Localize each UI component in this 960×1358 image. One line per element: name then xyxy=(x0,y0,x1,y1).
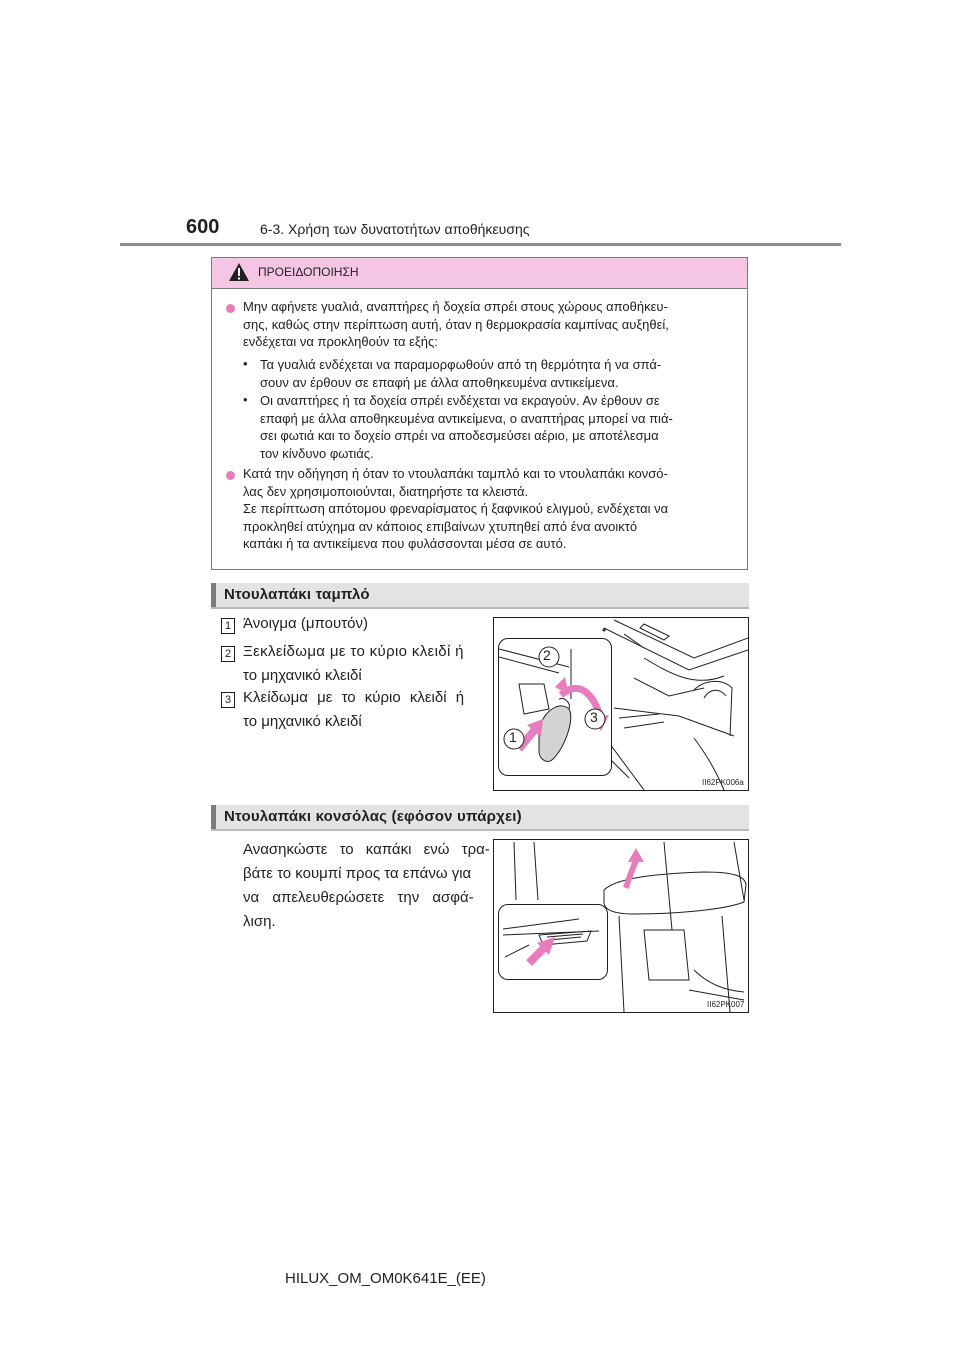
callout-3: 3 xyxy=(590,709,598,725)
text-line: Τα γυαλιά ενδέχεται να παραμορφωθούν από τη θερμότητα ή να σπά- xyxy=(260,357,662,372)
page-number: 600 xyxy=(186,216,220,238)
item-number-1: 1 xyxy=(221,618,235,634)
chapter-title: 6-3. Χρήση των δυνατοτήτων αποθήκευσης xyxy=(260,221,530,237)
warning-label: ΠΡΟΕΙΔΟΠΟΙΗΣΗ xyxy=(258,265,359,279)
section-title: Ντουλαπάκι κονσόλας (εφόσον υπάρχει) xyxy=(224,808,522,825)
text-line: Άνοιγμα (μπουτόν) xyxy=(243,615,368,632)
header-rule xyxy=(120,243,841,246)
console-inset xyxy=(498,904,608,980)
text-line: προκληθεί ατύχημα αν κάποιος επιβαίνων χτυπηθεί από ένα ανοικτό xyxy=(243,518,638,534)
item-number-2: 2 xyxy=(221,646,235,662)
text-line: το μηχανικό κλειδί xyxy=(243,667,362,684)
text-line: το μηχανικό κλειδί xyxy=(243,713,362,730)
inset-drawing xyxy=(499,639,611,775)
text-line: Ξεκλείδωμα με το κύριο κλειδί ή xyxy=(243,643,464,660)
section-title: Ντουλαπάκι ταμπλό xyxy=(224,586,370,603)
console-inset-drawing xyxy=(499,905,607,979)
warning-paragraph-2 xyxy=(243,465,741,553)
callout-1: 1 xyxy=(509,729,517,745)
sub-bullet-icon: • xyxy=(243,392,248,407)
warning-box xyxy=(211,257,748,570)
warning-paragraph-1 xyxy=(243,298,741,351)
text-line: λας δεν χρησιμοποιούνται, διατηρήστε τα κλειστά. xyxy=(243,483,529,499)
warning-triangle-icon xyxy=(228,262,250,282)
text-line: Κατά την οδήγηση ή όταν το ντουλαπάκι ταμπλό και το ντουλαπάκι κονσό- xyxy=(243,466,668,481)
console-box-illustration xyxy=(493,839,749,1013)
text-line: να απελευθερώσετε την ασφά- xyxy=(243,889,474,906)
text-line: Οι αναπτήρες ή τα δοχεία σπρέι ενδέχεται να εκραγούν. Αν έρθουν σε xyxy=(260,393,660,408)
section-heading-console-box xyxy=(211,805,749,831)
text-line: επαφή με άλλα αποθηκευμένα αντικείμενα, ο αναπτήρας μπορεί να πιά- xyxy=(260,410,673,426)
item-text-2 xyxy=(243,640,476,688)
section-accent xyxy=(211,805,216,829)
text-line: σης, καθώς στην περίπτωση αυτή, όταν η θερμοκρασία καμπίνας αυξηθεί, xyxy=(243,316,669,332)
item-text-1 xyxy=(243,612,476,636)
text-line: σει φωτιά και το δοχείο σπρέι να αποδεσμεύσει αέριο, με αποτέλεσμα xyxy=(260,428,659,443)
warning-subitem-2 xyxy=(260,392,741,462)
warning-subitem-1 xyxy=(260,356,741,391)
footer-document-id: HILUX_OM_OM0K641E_(EE) xyxy=(285,1270,486,1287)
text-line: βάτε το κουμπί προς τα επάνω για xyxy=(243,865,472,882)
text-line: λιση. xyxy=(243,913,276,930)
console-box-instructions xyxy=(243,838,490,934)
glovebox-inset xyxy=(498,638,612,776)
bullet-icon xyxy=(226,304,235,313)
text-line: ενδέχεται να προκληθούν τα εξής: xyxy=(243,334,438,349)
dash-dot xyxy=(603,629,606,632)
bullet-icon xyxy=(226,471,235,480)
text-line: τον κίνδυνο φωτιάς. xyxy=(260,445,374,461)
sub-bullet-icon: • xyxy=(243,356,248,371)
figure-code: II62PK007 xyxy=(707,1000,745,1009)
text-line: Μην αφήνετε γυαλιά, αναπτήρες ή δοχεία σπρέι στους χώρους αποθήκευ- xyxy=(243,299,668,314)
text-line: καπάκι ή τα αντικείμενα που φυλάσσονται μέσα σε αυτό. xyxy=(243,536,567,551)
item-number-3: 3 xyxy=(221,692,235,708)
section-heading-glovebox xyxy=(211,583,749,609)
section-accent xyxy=(211,583,216,607)
callout-2: 2 xyxy=(543,647,551,663)
item-text-3 xyxy=(243,686,476,734)
text-line: σουν αν έρθουν σε επαφή με άλλα αποθηκευμένα αντικείμενα. xyxy=(260,374,619,390)
text-line: Σε περίπτωση απότομου φρεναρίσματος ή ξαφνικού ελιγμού, ενδέχεται να xyxy=(243,501,669,516)
text-line: Κλείδωμα με το κύριο κλειδί ή xyxy=(243,689,465,706)
glovebox-illustration xyxy=(493,617,749,791)
figure-code: II62PK006a xyxy=(702,778,744,787)
text-line: Ανασηκώστε το καπάκι ενώ τρα- xyxy=(243,841,490,858)
warning-header xyxy=(212,258,747,289)
